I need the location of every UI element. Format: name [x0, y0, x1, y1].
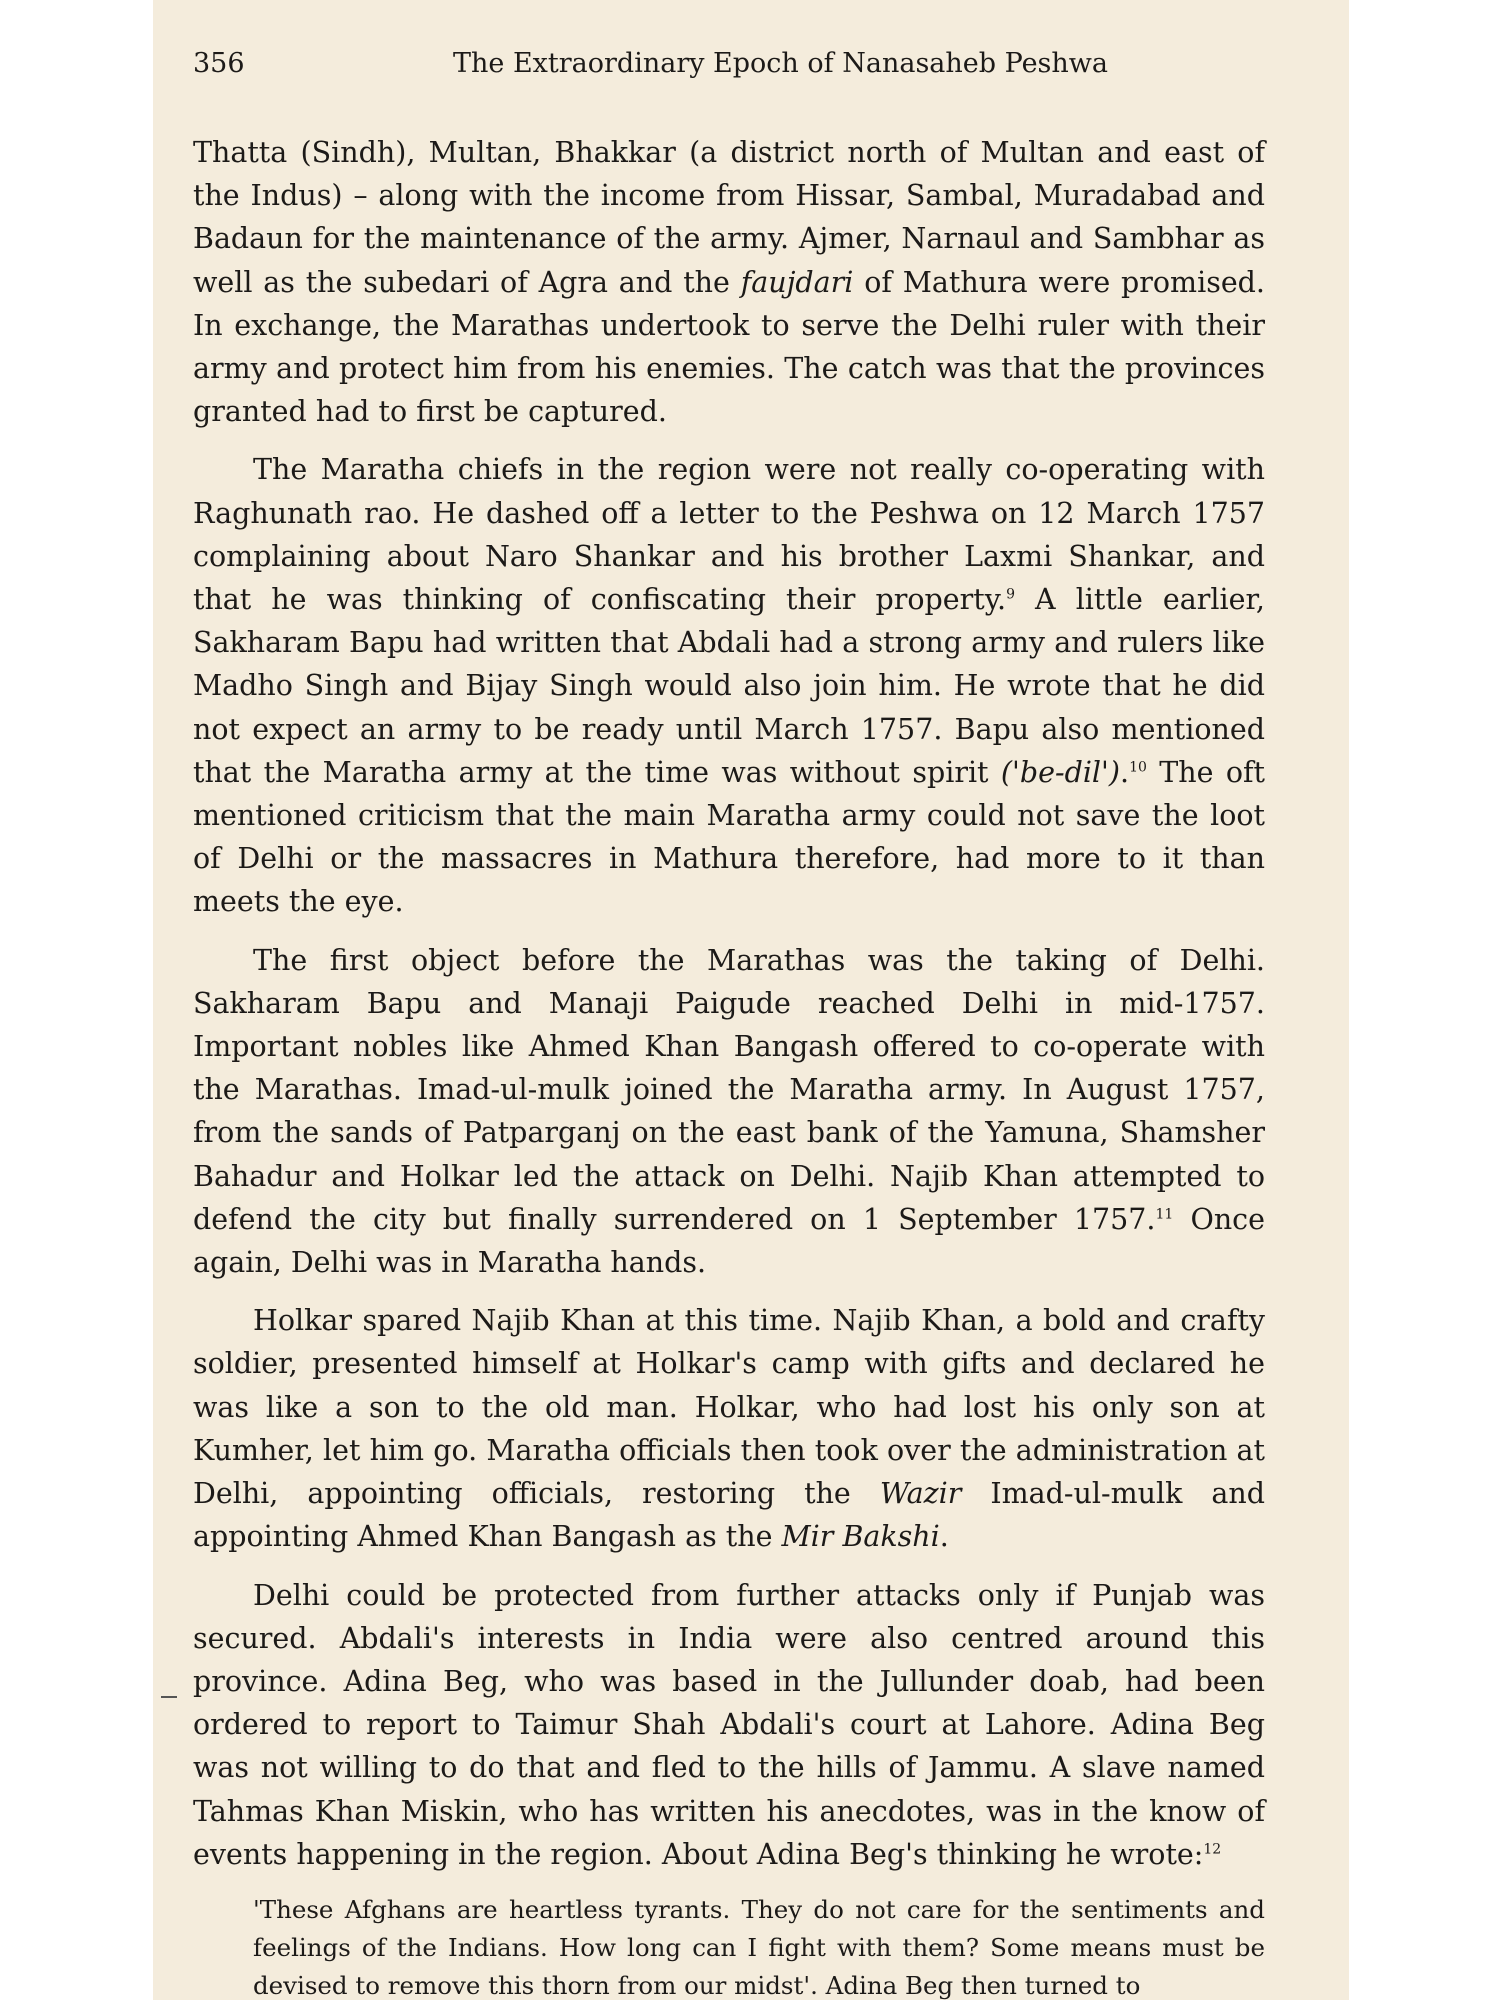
running-title: The Extraordinary Epoch of Nanasaheb Peshwa	[453, 48, 1109, 79]
margin-mark	[161, 1696, 177, 1698]
italic-term: Mir Bakshi	[781, 1520, 940, 1554]
paragraph-2: The Maratha chiefs in the region were not really co-operating with Raghunath rao. He dashed off a letter to the Peshwa on 12 March 1757 complaining about Naro Shankar and his brother Laxmi Shankar, and that he was thinking of confiscating their property.$^9$ A little earlier, Sakharam Bapu had written that Abdali had a strong army and rulers like Madho Singh and Bijay Singh would also join him. He wrote that he did not expect an army to be ready until March 1757. Bapu also mentioned that the Maratha army at the time was without spirit ('be-dil').$^{10}$ The oft mentioned criticism that the main Maratha army could not save the loot of Delhi or the massacres in Mathura therefore, had more to it than meets the eye.	[193, 453, 1265, 919]
footnote-ref: 10	[1129, 759, 1147, 776]
page-body	[193, 131, 1265, 2000]
page-number: 356	[193, 48, 245, 79]
italic-term: ('be-dil')	[1000, 755, 1120, 789]
block-quote: 'These Afghans are heartless tyrants. They do not care for the sentiments and feelings of the Indians. How long can I fight with them? Some means must be devised to remove this thorn from our midst'. Adina Beg then turned to	[253, 1894, 1265, 2000]
paragraph-1: Thatta (Sindh), Multan, Bhakkar (a district north of Multan and east of the Indus) – along with the income from Hissar, Sambal, Muradabad and Badaun for the maintenance of the army. Ajmer, Narnaul and Sambhar as well as the subedari of Agra and the faujdari of Mathura were promised. In exchange, the Marathas undertook to serve the Delhi ruler with their army and protect him from his enemies. The catch was that the provinces granted had to first be captured.	[193, 136, 1265, 429]
footnote-ref: 12	[1203, 1841, 1222, 1858]
paragraph-3: The first object before the Marathas was the taking of Delhi. Sakharam Bapu and Manaji Paigude reached Delhi in mid-1757. Important nobles like Ahmed Khan Bangash offered to co-operate with the Marathas. Imad-ul-mulk joined the Maratha army. In August 1757, from the sands of Patparganj on the east bank of the Yamuna, Shamsher Bahadur and Holkar led the attack on Delhi. Najib Khan attempted to defend the city but finally surrendered on 1 September 1757.11 Once again, Delhi was in Maratha hands.	[193, 943, 1265, 1280]
footnote-ref: 9	[1006, 586, 1015, 603]
footnote-ref: 11	[1155, 1206, 1174, 1223]
page-header	[193, 44, 1293, 84]
italic-term: faujdari	[740, 265, 854, 299]
paragraph-4: Holkar spared Najib Khan at this time. Najib Khan, a bold and crafty soldier, presented himself at Holkar's camp with gifts and declared he was like a son to the old man. Holkar, who had lost his only son at Kumher, let him go. Maratha officials then took over the administration at Delhi, appointing officials, restoring the Wazir Imad-ul-mulk and appointing Ahmed Khan Bangash as the Mir Bakshi.	[193, 1304, 1265, 1554]
book-page	[153, 0, 1349, 2000]
paragraph-5: Delhi could be protected from further attacks only if Punjab was secured. Abdali's interests in India were also centred around this province. Adina Beg, who was based in the Jullunder doab, had been ordered to report to Taimur Shah Abdali's court at Lahore. Adina Beg was not willing to do that and fled to the hills of Jammu. A slave named Tahmas Khan Miskin, who has written his anecdotes, was in the know of events happening in the region. About Adina Beg's thinking he wrote:$^{12}$	[193, 1578, 1265, 1871]
italic-term: Wazir	[879, 1477, 962, 1511]
